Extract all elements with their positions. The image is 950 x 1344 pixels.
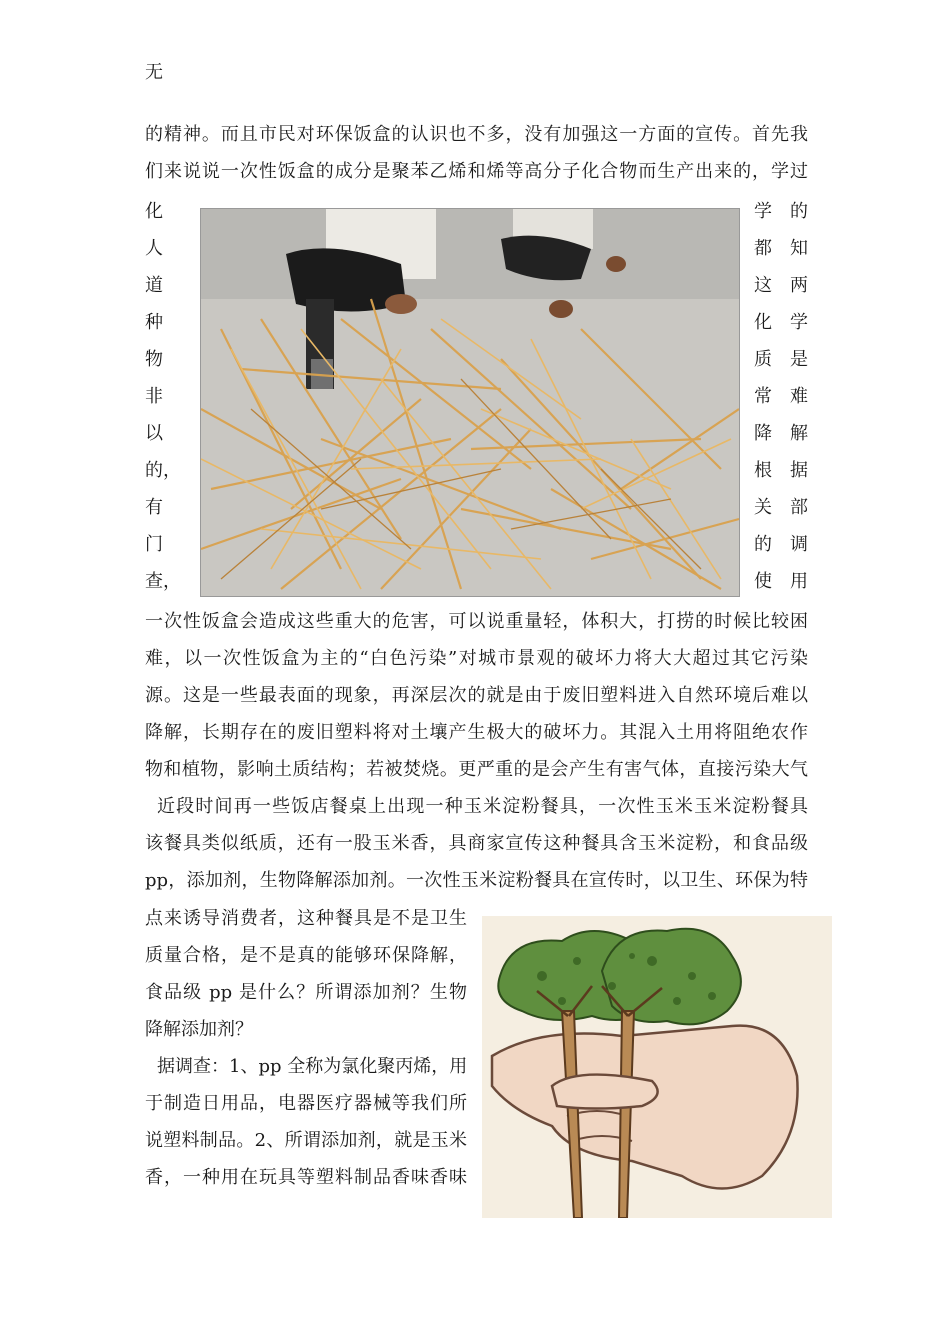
paragraph-line: 于制造日用品，电器医疗器械等我们所 [145, 1093, 467, 1114]
paragraph-line: 难，以一次性饭盒为主的“白色污染”对城市景观的破坏力将大大超过其它污染 [145, 648, 808, 669]
paragraph-line: 据调查：1、pp 全称为氯化聚丙烯，用 [157, 1056, 468, 1077]
wrap-left-char: 以 [145, 423, 163, 444]
paragraph-line: 说塑料制品。2、所谓添加剂，就是玉米 [145, 1130, 467, 1151]
chopstick-trees-illustration [482, 916, 832, 1218]
paragraph-line: 物和植物，影响土质结构；若被焚烧。更严重的是会产生有害气体，直接污染大气 [145, 759, 808, 780]
wrap-right-chars: 都 知 [754, 238, 808, 259]
paragraph-line: 食品级 pp 是什么？所谓添加剂？生物 [145, 982, 467, 1003]
paragraph-line: 降解，长期存在的废旧塑料将对土壤产生极大的破坏力。其混入土用将阻绝农作 [145, 722, 808, 743]
wrap-left-char: 道 [145, 275, 163, 296]
paragraph-line: 点来诱导消费者，这种餐具是不是卫生 [145, 908, 467, 929]
paragraph-line: 该餐具类似纸质，还有一股玉米香，具商家宣传这种餐具含玉米淀粉，和食品级 [145, 833, 808, 854]
wrap-left-char: 非 [145, 386, 163, 407]
wrap-left-char: 查， [145, 571, 181, 592]
wrap-right-chars: 降 解 [754, 423, 808, 444]
wrap-right-chars: 常 难 [754, 386, 808, 407]
wrap-right-chars: 化 学 [754, 312, 808, 333]
wrap-right-chars: 这 两 [754, 275, 808, 296]
paragraph-line: 源。这是一些最表面的现象，再深层次的就是由于废旧塑料进入自然环境后难以 [145, 685, 808, 706]
paragraph-line: pp，添加剂，生物降解添加剂。一次性玉米淀粉餐具在宣传时，以卫生、环保为特 [145, 870, 808, 891]
wrap-right-chars: 关 部 [754, 497, 808, 518]
paragraph-line: 香，一种用在玩具等塑料制品香味香味 [145, 1167, 467, 1188]
wrap-left-char: 有 [145, 497, 163, 518]
paragraph-line: 们来说说一次性饭盒的成分是聚苯乙烯和烯等高分子化合物而生产出来的，学过 [145, 161, 808, 182]
wrap-right-chars: 质 是 [754, 349, 808, 370]
wrap-right-chars: 使 用 [754, 571, 808, 592]
wrap-right-chars: 学 的 [754, 201, 808, 222]
wrap-left-char: 种 [145, 312, 163, 333]
wrap-right-chars: 根 据 [754, 460, 808, 481]
wrap-left-char: 物 [145, 349, 163, 370]
paragraph-line: 降解添加剂？ [145, 1019, 253, 1040]
wrap-left-char: 的， [145, 460, 181, 481]
paragraph-line: 一次性饭盒会造成这些重大的危害，可以说重量轻，体积大，打捞的时候比较困 [145, 611, 808, 632]
wrap-left-char: 化 [145, 201, 163, 222]
page-header: 无 [145, 62, 163, 83]
wrap-left-char: 人 [145, 238, 163, 259]
paragraph-line: 的精神。而且市民对环保饭盒的认识也不多，没有加强这一方面的宣传。首先我 [145, 124, 808, 145]
wrap-right-chars: 的 调 [754, 534, 808, 555]
paragraph-line: 近段时间再一些饭店餐桌上出现一种玉米淀粉餐具，一次性玉米玉米淀粉餐具 [157, 796, 808, 817]
chopsticks-sorting-photo [200, 208, 740, 597]
paragraph-line: 质量合格，是不是真的能够环保降解， [145, 945, 467, 966]
wrap-left-char: 门 [145, 534, 163, 555]
